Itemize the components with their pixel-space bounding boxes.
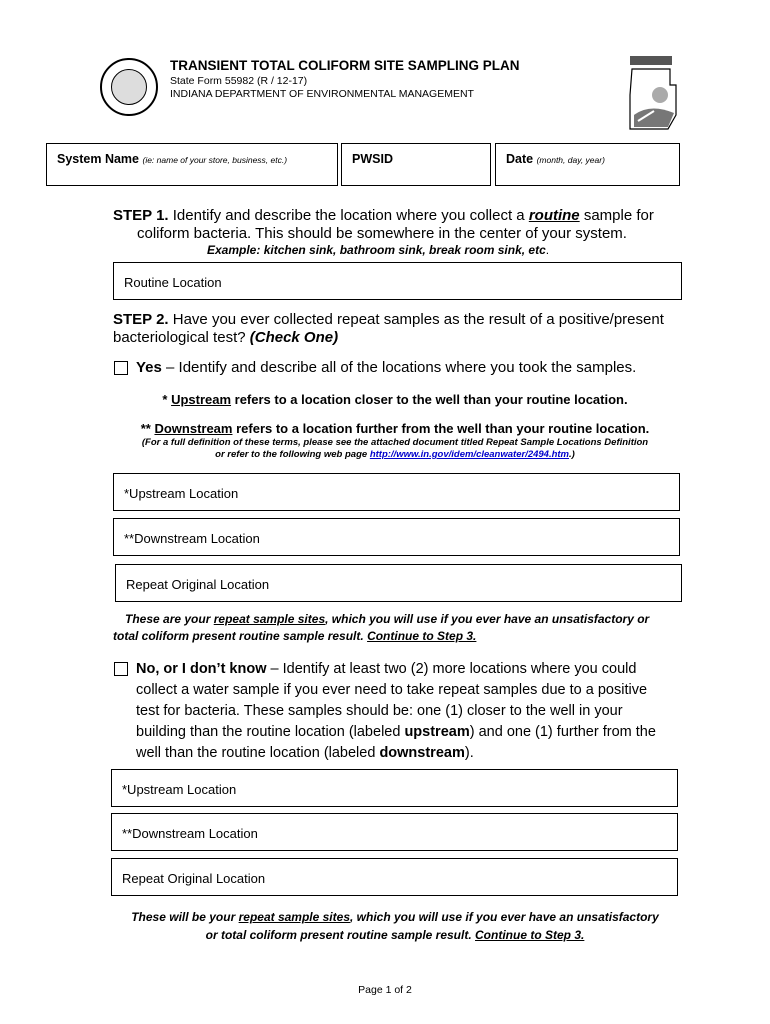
date-label: Date xyxy=(506,152,534,166)
form-title: TRANSIENT TOTAL COLIFORM SITE SAMPLING PLAN xyxy=(170,58,520,73)
upstream-word: Upstream xyxy=(171,392,232,407)
yes-downstream-label: **Downstream Location xyxy=(124,531,260,546)
no-line4a: building than the routine location (labeled xyxy=(136,724,405,740)
step2-text-b: bacteriological test? xyxy=(113,329,250,346)
no-line3: test for bacteria. These samples should be: one (1) closer to the well in your xyxy=(136,703,623,719)
yes-repeat-original-label: Repeat Original Location xyxy=(126,577,270,592)
yes-sites-b: , which you will use if you ever have an unsatisfactory or xyxy=(325,612,650,626)
no-sites-line2 xyxy=(0,928,770,942)
step2-line2 xyxy=(113,329,338,346)
state-seal xyxy=(100,58,158,116)
no-line4b: ) and one (1) further from the xyxy=(469,724,656,740)
yes-upstream-label: *Upstream Location xyxy=(124,486,239,501)
step1-example-end: . xyxy=(545,243,550,257)
step1-text-b: sample for xyxy=(579,207,654,224)
upstream-star: * xyxy=(162,392,172,407)
no-upstream-word: upstream xyxy=(404,724,470,740)
definitions-note-text: or refer to the following web page xyxy=(215,449,370,460)
yes-label: Yes xyxy=(136,359,162,376)
no-upstream-field[interactable] xyxy=(111,769,678,807)
idem-logo xyxy=(624,55,680,132)
check-one: (Check One) xyxy=(249,329,339,346)
yes-repeat-original-field[interactable] xyxy=(115,564,682,602)
upstream-definition xyxy=(0,392,770,407)
yes-sites-line2 xyxy=(113,629,476,643)
no-sites-b: , which you will use if you ever have an unsatisfactory xyxy=(350,910,659,924)
routine-location-label: Routine Location xyxy=(124,275,222,290)
no-sites-a: These will be your xyxy=(131,910,239,924)
yes-upstream-field[interactable] xyxy=(113,473,680,511)
system-name-label: System Name xyxy=(57,152,139,166)
no-downstream-field[interactable] xyxy=(111,813,678,851)
system-name-field[interactable] xyxy=(46,143,338,186)
downstream-word: Downstream xyxy=(154,421,233,436)
step1-line2: coliform bacteria. This should be somewhere in the center of your system. xyxy=(137,225,627,242)
no-sites-u: repeat sample sites xyxy=(238,910,350,924)
yes-option xyxy=(136,359,636,376)
no-option xyxy=(136,659,696,764)
yes-sites-c: total coliform present routine sample result. xyxy=(113,629,368,643)
no-downstream-label: **Downstream Location xyxy=(122,826,258,841)
no-line1: – Identify at least two (2) more locations where you could xyxy=(266,661,637,677)
downstream-star: ** xyxy=(140,421,155,436)
yes-sites-line1 xyxy=(125,612,649,626)
system-name-hint: (ie: name of your store, business, etc.) xyxy=(142,155,288,165)
pwsid-field[interactable] xyxy=(341,143,491,186)
upstream-def: refers to a location closer to the well than your routine location. xyxy=(231,392,628,407)
no-sites-c: or total coliform present routine sample result. xyxy=(205,928,476,942)
definitions-note-end: .) xyxy=(569,449,575,460)
routine-location-field[interactable] xyxy=(113,262,682,300)
seal-emblem-icon xyxy=(111,69,147,105)
no-upstream-label: *Upstream Location xyxy=(122,782,237,797)
no-sites-line1 xyxy=(0,910,770,924)
no-label: No, or I don’t know xyxy=(136,661,267,677)
step1-text-a: Identify and describe the location where you collect a xyxy=(168,207,529,224)
no-line2: collect a water sample if you ever need to take repeat samples due to a positive xyxy=(136,682,648,698)
step1-example-text: Example: kitchen sink, bathroom sink, break room sink, etc xyxy=(207,243,546,257)
agency-name: INDIANA DEPARTMENT OF ENVIRONMENTAL MANAGEMENT xyxy=(170,88,474,100)
yes-continue: Continue to Step 3. xyxy=(367,629,477,643)
no-repeat-original-field[interactable] xyxy=(111,858,678,896)
date-hint: (month, day, year) xyxy=(536,155,605,165)
no-continue: Continue to Step 3. xyxy=(475,928,585,942)
date-field[interactable] xyxy=(495,143,680,186)
step2-line1 xyxy=(113,311,713,328)
downstream-def: refers to a location further from the well than your routine location. xyxy=(232,421,650,436)
pwsid-label: PWSID xyxy=(352,152,393,166)
no-downstream-word: downstream xyxy=(379,745,465,761)
step2-text-a: Have you ever collected repeat samples as the result of a positive/present xyxy=(168,311,664,328)
step1-line1 xyxy=(113,207,713,224)
no-line5b: ). xyxy=(464,745,474,761)
no-line5a: well than the routine location (labeled xyxy=(136,745,380,761)
yes-checkbox[interactable] xyxy=(114,361,128,375)
no-checkbox[interactable] xyxy=(114,662,128,676)
definitions-link[interactable]: http://www.in.gov/idem/cleanwater/2494.htm xyxy=(369,449,570,460)
step1-label: STEP 1. xyxy=(113,207,169,224)
yes-text: – Identify and describe all of the locations where you took the samples. xyxy=(161,359,637,376)
yes-sites-u: repeat sample sites xyxy=(213,612,326,626)
step2-label: STEP 2. xyxy=(113,311,169,328)
page-number: Page 1 of 2 xyxy=(358,984,412,996)
yes-downstream-field[interactable] xyxy=(113,518,680,556)
form-number: State Form 55982 (R / 12-17) xyxy=(170,75,308,87)
definitions-note-1: (For a full definition of these terms, please see the attached document titled Repeat Sample Locations Definition xyxy=(141,437,649,448)
definitions-note-2 xyxy=(0,449,770,460)
downstream-definition xyxy=(0,421,770,436)
yes-sites-a: These are your xyxy=(125,612,214,626)
step1-routine-emph: routine xyxy=(528,207,580,224)
no-repeat-original-label: Repeat Original Location xyxy=(122,871,266,886)
step1-example xyxy=(207,243,549,257)
